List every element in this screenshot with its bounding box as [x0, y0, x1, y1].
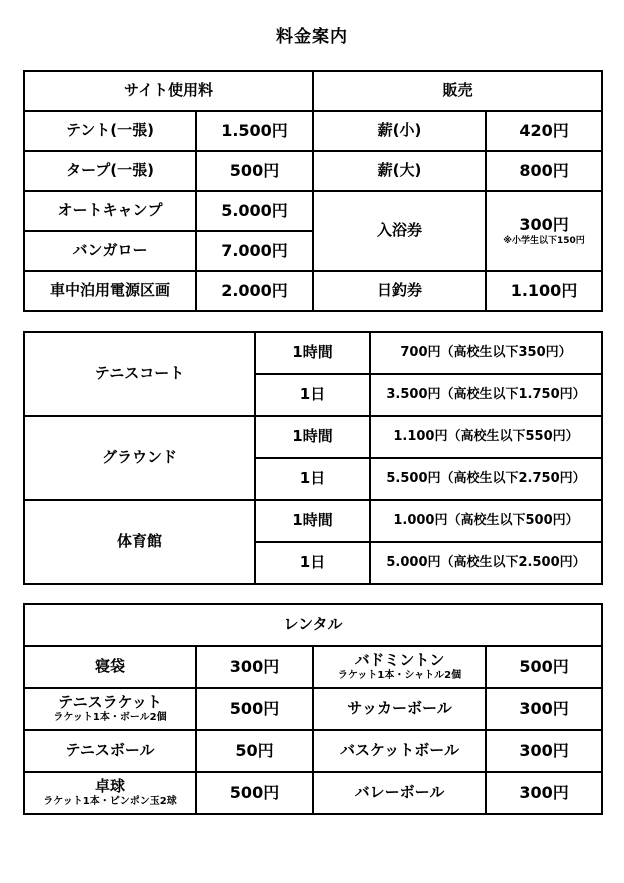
rental-item-detail: ラケット1本・ピンポン玉2球 [43, 796, 177, 808]
sales-item-price: 420円 [486, 111, 602, 151]
rental-item-price: 300円 [486, 688, 602, 730]
rental-item-detail: ラケット1本・シャトル2個 [337, 670, 462, 682]
facility-unit: 1日 [255, 374, 370, 416]
rental-item-name: バドミントン [354, 651, 445, 670]
rental-item-price: 500円 [486, 646, 602, 688]
rental-item-price: 50円 [196, 730, 313, 772]
site-item-price: 500円 [196, 151, 313, 191]
facility-fee: 3.500円（高校生以下1.750円） [370, 374, 602, 416]
sales-item-price: 300円 [519, 215, 569, 235]
rental-item-name: テニスラケット [58, 693, 162, 712]
site-item-name: バンガロー [24, 231, 196, 271]
sales-item-price: 1.100円 [486, 271, 602, 311]
sales-item-name: 入浴券 [313, 191, 486, 271]
rental-item-name: サッカーボール [347, 699, 452, 718]
rental-item-price: 500円 [196, 688, 313, 730]
facility-name: 体育館 [24, 500, 255, 584]
facility-unit: 1日 [255, 458, 370, 500]
facility-unit: 1時間 [255, 500, 370, 542]
site-item-price: 7.000円 [196, 231, 313, 271]
rental-item-right [313, 730, 486, 772]
rental-item-name: テニスボール [65, 741, 155, 760]
site-item-name: タープ(一張) [24, 151, 196, 191]
sales-item-name: 薪(小) [313, 111, 486, 151]
site-fee-header: サイト使用料 [24, 71, 313, 111]
sales-header: 販売 [313, 71, 602, 111]
facility-unit: 1日 [255, 542, 370, 584]
site-item-name: 車中泊用電源区画 [24, 271, 196, 311]
facility-fee: 700円（高校生以下350円） [370, 332, 602, 374]
facility-fee: 1.100円（高校生以下550円） [370, 416, 602, 458]
rental-item-left [24, 772, 196, 814]
facility-name: テニスコート [24, 332, 255, 416]
rental-item-price: 300円 [196, 646, 313, 688]
rental-item-left [24, 646, 196, 688]
site-item-price: 5.000円 [196, 191, 313, 231]
rental-item-name: 卓球 [94, 777, 125, 796]
facility-fee: 1.000円（高校生以下500円） [370, 500, 602, 542]
rental-item-right [313, 646, 486, 688]
rental-item-name: 寝袋 [94, 657, 125, 676]
facility-fee: 5.500円（高校生以下2.750円） [370, 458, 602, 500]
sales-item-price-cell [486, 191, 602, 271]
sales-item-name: 日釣券 [313, 271, 486, 311]
facility-unit: 1時間 [255, 416, 370, 458]
site-item-name: テント(一張) [24, 111, 196, 151]
facility-fee-table [23, 331, 603, 585]
facility-unit: 1時間 [255, 332, 370, 374]
rental-item-right [313, 688, 486, 730]
site-item-price: 2.000円 [196, 271, 313, 311]
rental-item-price: 500円 [196, 772, 313, 814]
site-item-name: オートキャンプ [24, 191, 196, 231]
rental-item-right [313, 772, 486, 814]
sales-item-name: 薪(大) [313, 151, 486, 191]
rental-item-price: 300円 [486, 772, 602, 814]
site-item-price: 1.500円 [196, 111, 313, 151]
rental-table [23, 603, 603, 815]
facility-name: グラウンド [24, 416, 255, 500]
rental-item-price: 300円 [486, 730, 602, 772]
sales-item-price: 800円 [486, 151, 602, 191]
facility-fee: 5.000円（高校生以下2.500円） [370, 542, 602, 584]
site-and-sales-table [23, 70, 603, 312]
rental-item-name: バレーボール [354, 783, 445, 802]
rental-item-left [24, 688, 196, 730]
rental-item-name: バスケットボール [340, 741, 459, 760]
page-title: 料金案内 [276, 27, 348, 47]
rental-item-detail: ラケット1本・ボール2個 [53, 712, 167, 724]
sales-item-note: ※小学生以下150円 [503, 235, 585, 246]
rental-item-left [24, 730, 196, 772]
rental-header: レンタル [24, 604, 602, 646]
